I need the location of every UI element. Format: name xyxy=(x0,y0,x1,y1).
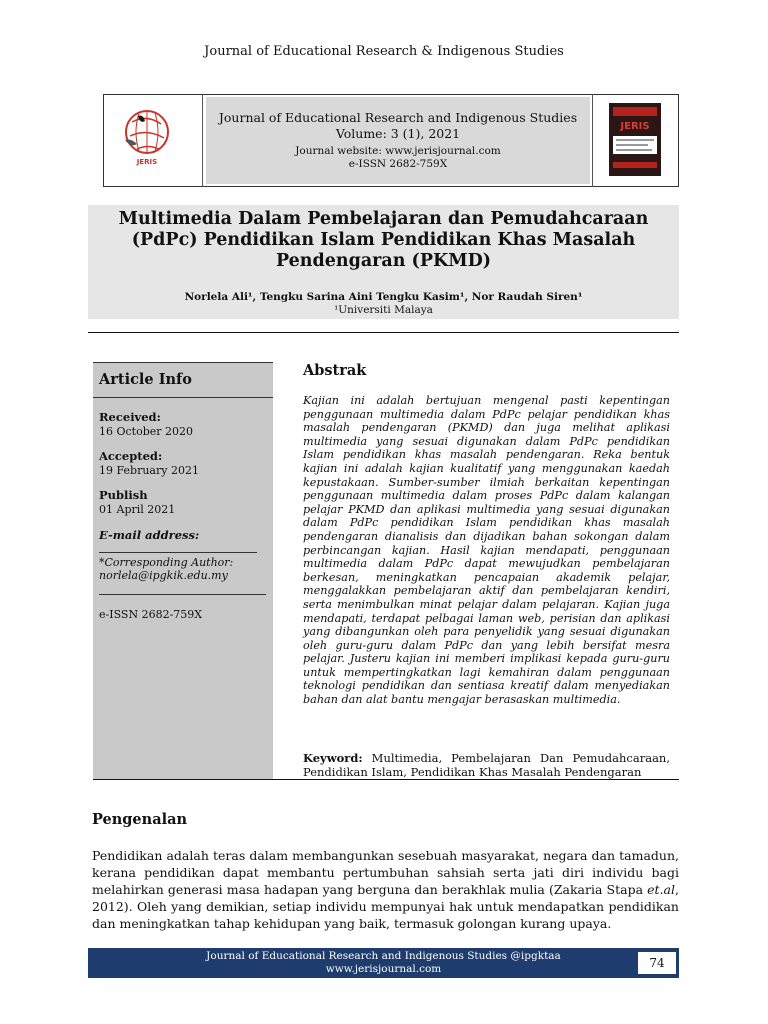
masthead-website: Journal website: www.jerisjournal.com xyxy=(295,145,501,157)
journal-cover-image xyxy=(593,94,678,185)
keyword-label: Keyword: xyxy=(303,751,363,765)
info-issn: e-ISSN 2682-759X xyxy=(99,608,203,621)
footer-website[interactable]: www.jerisjournal.com xyxy=(325,963,442,975)
logo-wordmark: JERIS xyxy=(136,158,158,166)
intro-text-part1: Pendidikan adalah teras dalam membangunkan sesebuah masyarakat, negara dan tamadun, kerana pendidikan dapat membantu pertumbuhan sahsiah serta jati diri individu bagi melahirkan generasi masa hadapan yang berguna dan berakhlak mulia (Zakaria Stapa xyxy=(92,848,679,897)
masthead-center xyxy=(206,97,590,184)
keywords xyxy=(303,751,670,779)
globe-logo-icon xyxy=(103,94,201,185)
abstract-heading: Abstrak xyxy=(303,362,367,379)
article-info-heading: Article Info xyxy=(99,371,192,388)
cover-title: JERIS xyxy=(620,121,650,132)
divider xyxy=(93,397,273,398)
divider xyxy=(93,779,679,780)
email-label: E-mail address: xyxy=(99,528,200,542)
accepted-label: Accepted: xyxy=(99,449,163,463)
received-date: 16 October 2020 xyxy=(99,425,194,438)
journal-logo xyxy=(103,94,203,187)
masthead-journal-name: Journal of Educational Research and Indigenous Studies xyxy=(218,110,578,125)
corresponding-email[interactable]: norlela@ipgkik.edu.my xyxy=(99,569,228,582)
masthead-issn: e-ISSN 2682-759X xyxy=(348,158,448,170)
publish-label: Publish xyxy=(99,488,148,502)
affiliation: ¹Universiti Malaya xyxy=(334,304,433,316)
divider xyxy=(88,332,679,333)
divider xyxy=(93,362,273,363)
divider xyxy=(99,594,266,595)
footer-journal-line: Journal of Educational Research and Indigenous Studies @ipgktaa xyxy=(206,950,561,962)
introduction-paragraph xyxy=(92,847,679,932)
masthead-volume: Volume: 3 (1), 2021 xyxy=(335,126,461,141)
author-list: Norlela Ali¹, Tengku Sarina Aini Tengku Kasim¹, Nor Raudah Siren¹ xyxy=(184,291,583,303)
footer-text xyxy=(88,950,679,976)
abstract-text: Kajian ini adalah bertujuan mengenal pasti kepentingan penggunaan multimedia dalam PdPc pelajar pendidikan khas masalah pendengaran (PKMD) dan juga melihat aplikasi multimedia yang sesuai digunakan dalam PdPc pendidikan Islam pendidikan khas masalah pendengaran. Reka bentuk kajian ini adalah kajian kualitatif yang menggunakan kaedah kepustakaan. Sumber-sumber ilmiah berkaitan kepentingan penggunaan multimedia dalam proses PdPc dalam kalangan pelajar PKMD dan aplikasi multimedia yang sesuai digunakan dalam PdPc pendidikan Islam pendidikan khas masalah pendengaran dianalisis dan dijadikan bahan sokongan dalam perbincangan kajian. Hasil kajian mendapati, penggunaan multimedia dalam PdPc dapat mewujudkan pembelajaran berkesan, meningkatkan pencapaian akademik pelajar, menggalakkan pembelajaran aktif dan pembelajaran kendiri, serta menimbulkan minat pelajar dalam pelajaran. Kajian juga mendapati, terdapat pelbagai laman web, perisian dan aplikasi yang dibangunkan oleh para penyelidik yang sesuai digunakan oleh guru-guru dalam PdPc dan yang lebih bersifat mesra pelajar. Justeru kajian ini memberi implikasi kepada guru-guru untuk mempertingkatkan lagi kemahiran dalam penggunaan teknologi pendidikan dan sentiasa kreatif dalam menyediakan bahan dan alat bantu mengajar berasaskan multimedia. xyxy=(303,394,670,707)
journal-cover xyxy=(592,94,679,187)
paper-title: Multimedia Dalam Pembelajaran dan Pemudahcaraan (PdPc) Pendidikan Islam Pendidikan Khas Masalah Pendengaran (PKMD) xyxy=(118,209,649,271)
keyword-list: Multimedia, Pembelajaran Dan Pemudahcaraan, Pendidikan Islam, Pendidikan Khas Masalah Pendengaran xyxy=(303,751,670,779)
intro-text-part2: , 2012). Oleh yang demikian, setiap individu mempunyai hak untuk mendapatkan pendidikan dan meningkatkan tahap kehidupan yang baik, termasuk golongan kurang upaya. xyxy=(92,882,679,931)
intro-citation-etal: et.al xyxy=(647,882,676,897)
accepted-date: 19 February 2021 xyxy=(99,464,199,477)
corresponding-author-label: *Corresponding Author: xyxy=(99,556,234,569)
divider xyxy=(99,552,257,553)
publish-date: 01 April 2021 xyxy=(99,503,176,516)
received-label: Received: xyxy=(99,410,161,424)
running-header: Journal of Educational Research & Indigenous Studies xyxy=(204,44,564,59)
page-number: 74 xyxy=(637,951,677,975)
section-heading-introduction: Pengenalan xyxy=(92,811,188,828)
